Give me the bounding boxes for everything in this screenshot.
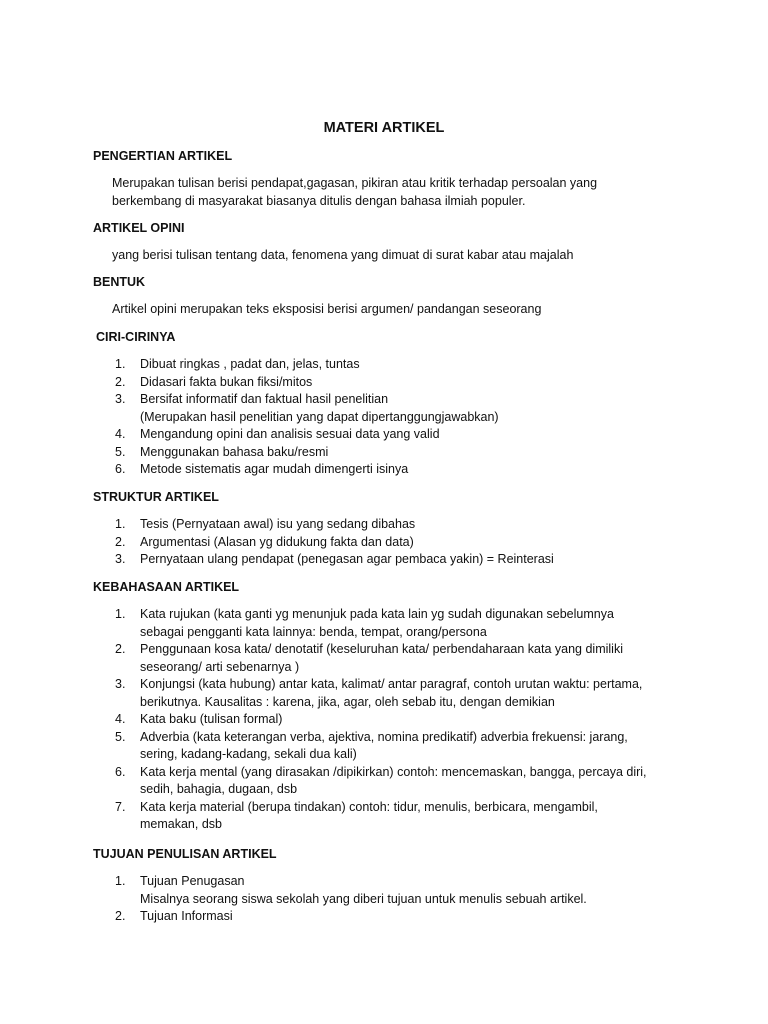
list-item-number: 1. [115,357,126,371]
list-item [93,729,693,764]
list-item [93,711,693,729]
heading-kebahasaan-artikel: KEBAHASAAN ARTIKEL [93,580,240,594]
list-item-number: 6. [115,764,126,779]
list-item-number: 2. [115,909,126,923]
paragraph-bentuk: Artikel opini merupakan teks eksposisi berisi argumen/ pandangan seseorang [112,302,542,316]
list-item-text: Kata rujukan (kata ganti yg menunjuk pada kata lain yg sudah digunakan sebelumnya [140,607,614,621]
list-item [93,551,693,569]
list-item-text: Tesis (Pernyataan awal) isu yang sedang dibahas [140,517,416,531]
list-struktur-artikel [93,516,693,569]
list-item-continuation: sebagai pengganti kata lainnya: benda, tempat, orang/persona [140,624,487,639]
list-item-number: 3. [115,552,126,566]
list-item [93,799,693,834]
heading-struktur-artikel: STRUKTUR ARTIKEL [93,490,219,504]
heading-pengertian: PENGERTIAN ARTIKEL [93,149,233,163]
list-item-continuation: memakan, dsb [140,817,222,831]
paragraph-pengertian-line2: berkembang di masyarakat biasanya ditulis dengan bahasa ilmiah populer. [112,193,526,208]
list-item-text: Menggunakan bahasa baku/resmi [140,444,329,459]
document-title: MATERI ARTIKEL [323,120,445,136]
list-item [93,873,693,908]
list-item-continuation: berikutnya. Kausalitas : karena, jika, agar, oleh sebab itu, dengan demikian [140,694,555,709]
list-kebahasaan-artikel [93,606,693,834]
list-item-number: 3. [115,392,126,406]
list-item-number: 4. [115,427,126,441]
paragraph-pengertian [112,175,672,210]
list-item-text: Penggunaan kosa kata/ denotatif (keseluruhan kata/ perbendaharaan kata yang dimiliki [140,642,623,656]
list-item-number: 7. [115,799,126,814]
list-item-text: Tujuan Informasi [140,909,233,923]
list-item [93,444,693,462]
list-item-number: 4. [115,712,126,726]
list-item [93,641,693,676]
list-item-continuation: seseorang/ arti sebenarnya ) [140,659,300,674]
list-item [93,426,693,444]
list-item-number: 2. [115,642,126,656]
list-item-continuation: sedih, bahagia, dugaan, dsb [140,782,298,796]
list-item-number: 2. [115,534,126,549]
list-item [93,356,693,374]
list-tujuan-penulisan-artikel [93,873,693,926]
heading-artikel-opini: ARTIKEL OPINI [93,221,185,235]
list-item-text: Konjungsi (kata hubung) antar kata, kalimat/ antar paragraf, contoh urutan waktu: pertama, [140,677,643,691]
list-item-number: 1. [115,874,126,888]
list-item [93,606,693,641]
list-item-continuation: Misalnya seorang siswa sekolah yang diberi tujuan untuk menulis sebuah artikel. [140,891,587,906]
list-item-continuation: (Merupakan hasil penelitian yang dapat dipertanggungjawabkan) [140,409,499,424]
list-item-text: Argumentasi (Alasan yg didukung fakta dan data) [140,534,414,549]
heading-bentuk: BENTUK [93,275,146,289]
list-item [93,676,693,711]
list-item-text: Kata baku (tulisan formal) [140,712,283,726]
list-item-text: Pernyataan ulang pendapat (penegasan agar pembaca yakin) = Reinterasi [140,552,554,566]
list-item-text: Mengandung opini dan analisis sesuai data yang valid [140,427,440,441]
heading-ciri-cirinya: CIRI-CIRINYA [96,330,176,344]
list-item-number: 5. [115,444,126,459]
paragraph-artikel-opini: yang berisi tulisan tentang data, fenomena yang dimuat di surat kabar atau majalah [112,248,574,262]
list-item-text: Tujuan Penugasan [140,874,245,888]
paragraph-pengertian-line1: Merupakan tulisan berisi pendapat,gagasan, pikiran atau kritik terhadap persoalan yang [112,176,598,190]
list-item [93,374,693,392]
list-item [93,908,693,926]
list-item [93,461,693,479]
list-item-number: 3. [115,677,126,691]
list-item-text: Metode sistematis agar mudah dimengerti isinya [140,462,409,476]
list-ciri-cirinya [93,356,693,479]
list-item-text: Bersifat informatif dan faktual hasil penelitian [140,392,389,406]
list-item-text: Kata kerja material (berupa tindakan) contoh: tidur, menulis, berbicara, mengambil, [140,799,598,814]
list-item [93,516,693,534]
list-item [93,391,693,426]
list-item-text: Adverbia (kata keterangan verba, ajektiva, nomina predikatif) adverbia frekuensi: jarang, [140,729,628,744]
list-item-continuation: sering, kadang-kadang, sekali dua kali) [140,747,357,761]
list-item-text: Didasari fakta bukan fiksi/mitos [140,374,313,389]
list-item-number: 1. [115,607,126,621]
list-item-text: Kata kerja mental (yang dirasakan /dipikirkan) contoh: mencemaskan, bangga, percaya diri, [140,764,647,779]
list-item-number: 2. [115,374,126,389]
list-item-number: 1. [115,517,126,531]
list-item-number: 5. [115,729,126,744]
list-item [93,764,693,799]
heading-tujuan-penulisan-artikel: TUJUAN PENULISAN ARTIKEL [93,847,277,861]
list-item-number: 6. [115,462,126,476]
list-item [93,534,693,552]
list-item-text: Dibuat ringkas , padat dan, jelas, tuntas [140,357,360,371]
